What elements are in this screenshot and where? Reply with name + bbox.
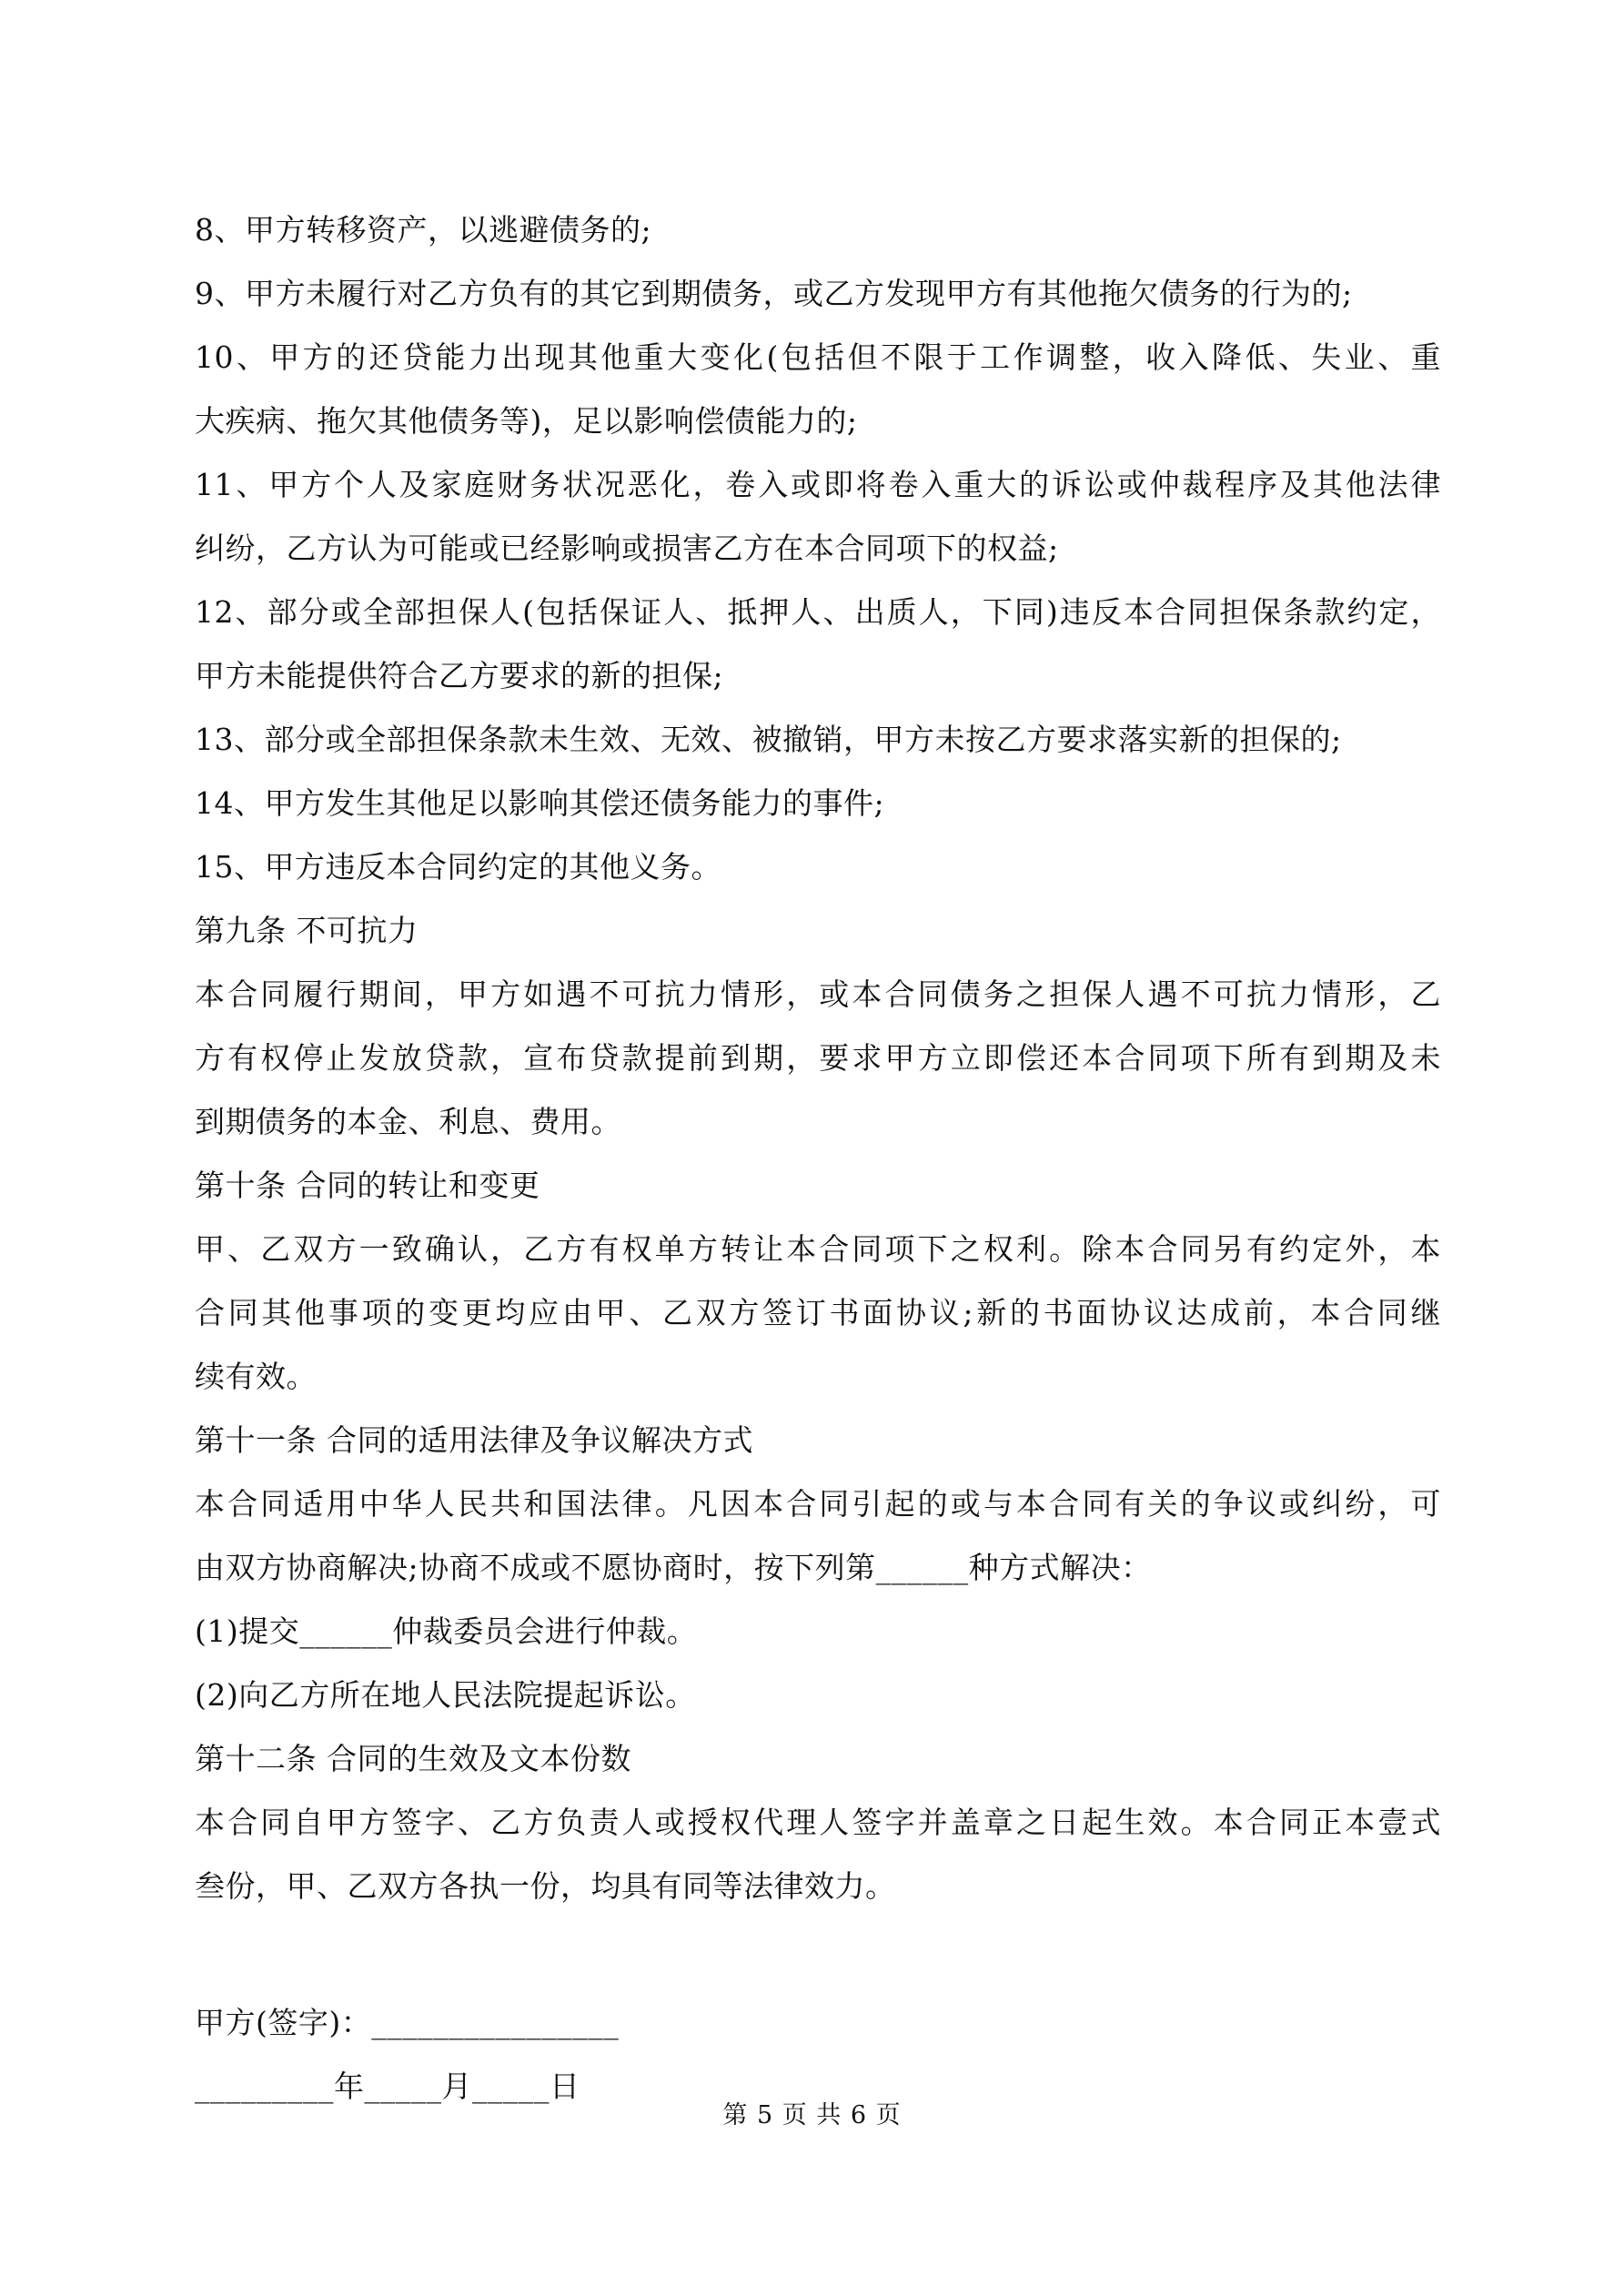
article-10-text-line-2: 合同其他事项的变更均应由甲、乙双方签订书面协议;新的书面协议达成前，本合同继	[195, 1295, 1441, 1330]
article-11-option-2: (2)向乙方所在地人民法院提起诉讼。	[195, 1677, 696, 1713]
article-12-text-line-2: 叁份，甲、乙双方各执一份，均具有同等法律效力。	[195, 1868, 896, 1904]
article-9-text-line-3: 到期债务的本金、利息、费用。	[195, 1104, 621, 1139]
article-10-text-line-3: 续有效。	[195, 1359, 317, 1394]
clause-8-1-item-10-line-2: 大疾病、拖欠其他债务等)，足以影响偿债能力的;	[195, 403, 858, 439]
clause-8-1-item-9: 9、甲方未履行对乙方负有的其它到期债务，或乙方发现甲方有其他拖欠债务的行为的;	[195, 276, 1353, 311]
party-a-signature-line: 甲方(签字)：________________	[195, 2005, 620, 2040]
article-10-text-line-1: 甲、乙双方一致确认，乙方有权单方转让本合同项下之权利。除本合同另有约定外，本	[195, 1231, 1441, 1267]
clause-8-1-item-14: 14、甲方发生其他足以影响其偿还债务能力的事件;	[195, 785, 885, 821]
article-12-text-line-1: 本合同自甲方签字、乙方负责人或授权代理人签字并盖章之日起生效。本合同正本壹式	[195, 1805, 1441, 1840]
article-10-heading: 第十条 合同的转让和变更	[195, 1168, 540, 1203]
article-11-text-line-2: 由双方协商解决;协商不成或不愿协商时，按下列第______种方式解决：	[195, 1550, 1152, 1585]
signature-date-line: _________年_____月_____日	[195, 2068, 580, 2104]
clause-8-1-item-11-line-1: 11、甲方个人及家庭财务状况恶化，卷入或即将卷入重大的诉讼或仲裁程序及其他法律	[195, 467, 1441, 502]
article-12-heading: 第十二条 合同的生效及文本份数	[195, 1741, 631, 1776]
signature-spacer	[195, 1918, 1441, 1991]
article-11-heading: 第十一条 合同的适用法律及争议解决方式	[195, 1422, 753, 1458]
clause-8-1-item-12-line-2: 甲方未能提供符合乙方要求的新的担保;	[195, 658, 724, 693]
article-11-text-line-1: 本合同适用中华人民共和国法律。凡因本合同引起的或与本合同有关的争议或纠纷，可	[195, 1486, 1441, 1522]
article-9-text-line-1: 本合同履行期间，甲方如遇不可抗力情形，或本合同债务之担保人遇不可抗力情形，乙	[195, 976, 1441, 1012]
clause-8-1-item-8: 8、甲方转移资产，以逃避债务的;	[195, 212, 652, 248]
clause-8-1-item-10-line-1: 10、甲方的还贷能力出现其他重大变化(包括但不限于工作调整，收入降低、失业、重	[195, 339, 1441, 375]
article-11-option-1: (1)提交______仲裁委员会进行仲裁。	[195, 1613, 698, 1649]
page-number: 第 5 页 共 6 页	[722, 2101, 902, 2129]
article-9-heading: 第九条 不可抗力	[195, 913, 419, 948]
clause-8-1-item-13: 13、部分或全部担保条款未生效、无效、被撤销，甲方未按乙方要求落实新的担保的;	[195, 722, 1342, 757]
clause-8-1-item-15: 15、甲方违反本合同约定的其他义务。	[195, 849, 721, 885]
clause-8-1-item-12-line-1: 12、部分或全部担保人(包括保证人、抵押人、出质人，下同)违反本合同担保条款约定，	[195, 594, 1441, 630]
clause-8-1-item-11-line-2: 纠纷，乙方认为可能或已经影响或损害乙方在本合同项下的权益;	[195, 531, 1059, 566]
article-9-text-line-2: 方有权停止发放贷款，宣布贷款提前到期，要求甲方立即偿还本合同项下所有到期及未	[195, 1040, 1441, 1076]
document-body	[195, 198, 1441, 2119]
